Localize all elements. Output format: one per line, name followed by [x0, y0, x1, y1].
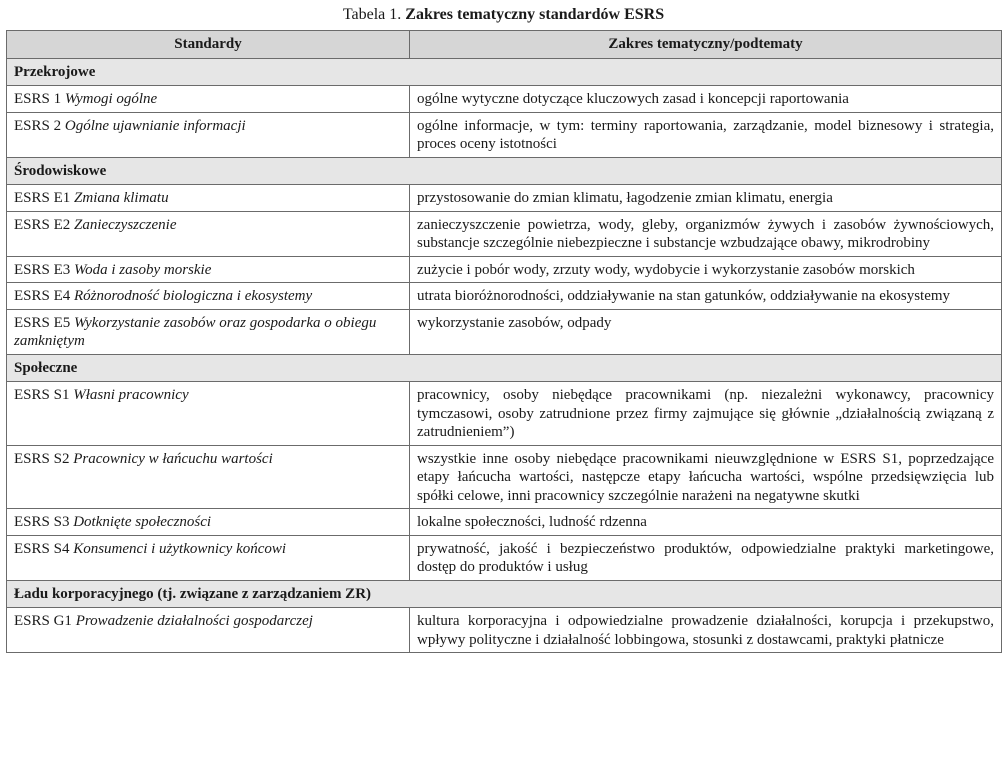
table-row — [7, 535, 1002, 580]
standard-code: ESRS S1 — [14, 387, 74, 403]
standard-code: ESRS 1 — [14, 91, 65, 107]
topics-cell: prywatność, jakość i bezpieczeństwo produktów, odpowiedzialne praktyki marketingowe, dostęp do produktów i usług — [410, 535, 1002, 580]
topics-cell: zanieczyszczenie powietrza, wody, gleby, organizmów żywych i zasobów żywnościowych, substancje szczególnie niebezpieczne i substancje wzbudzające obawy, mikrodrobiny — [410, 211, 1002, 256]
header-topics: Zakres tematyczny/podtematy — [410, 31, 1002, 59]
standard-code: ESRS E1 — [14, 190, 75, 206]
standard-title: Prowadzenie działalności gospodarczej — [75, 613, 313, 629]
table-row — [7, 185, 1002, 212]
standard-cell — [7, 256, 410, 283]
standard-title: Wykorzystanie zasobów oraz gospodarka o obiegu zamkniętym — [14, 314, 377, 349]
standard-title: Zanieczyszczenie — [74, 216, 177, 233]
table-row — [7, 211, 1002, 256]
table-row — [7, 283, 1002, 310]
header-standards: Standardy — [7, 31, 410, 59]
table-row — [7, 608, 1002, 653]
table-row — [7, 86, 1002, 113]
topics-cell: lokalne społeczności, ludność rdzenna — [410, 509, 1002, 536]
table-caption — [0, 0, 1007, 26]
section-title: Ładu korporacyjnego (tj. związane z zarządzaniem ZR) — [7, 580, 1002, 608]
table-row — [7, 256, 1002, 283]
standard-cell — [7, 211, 410, 256]
standard-title: Wymogi ogólne — [64, 91, 158, 107]
header-row — [7, 31, 1002, 59]
table-row — [7, 382, 1002, 446]
section-row — [7, 580, 1002, 608]
standard-title: Różnorodność biologiczna i ekosystemy — [74, 288, 313, 304]
standard-code: ESRS E3 — [14, 261, 75, 278]
standard-code: ESRS S3 — [14, 514, 74, 530]
standard-code: ESRS S4 — [14, 540, 74, 557]
standard-title: Konsumenci i użytkownicy końcowi — [73, 540, 287, 557]
section-title: Przekrojowe — [7, 58, 1002, 86]
standard-code: ESRS G1 — [14, 613, 76, 629]
standard-code: ESRS 2 — [14, 117, 65, 134]
table-row — [7, 112, 1002, 157]
standard-title: Własni pracownicy — [73, 387, 189, 403]
standard-cell — [7, 509, 410, 536]
standard-title: Ogólne ujawnianie informacji — [64, 117, 246, 134]
topics-cell: ogólne informacje, w tym: terminy raportowania, zarządzanie, model biznesowy i strategia, proces oceny istotności — [410, 112, 1002, 157]
section-row — [7, 354, 1002, 382]
standard-cell — [7, 185, 410, 212]
standard-code: ESRS E4 — [14, 288, 75, 304]
topics-cell: zużycie i pobór wody, zrzuty wody, wydobycie i wykorzystanie zasobów morskich — [410, 256, 1002, 283]
standard-cell — [7, 445, 410, 509]
topics-cell: ogólne wytyczne dotyczące kluczowych zasad i koncepcji raportowania — [410, 86, 1002, 113]
table-row — [7, 509, 1002, 536]
standard-code: ESRS E5 — [14, 314, 75, 331]
section-row — [7, 157, 1002, 185]
topics-cell: kultura korporacyjna i odpowiedzialne prowadzenie działalności, korupcja i przekupstwo, wpływy polityczne i działalność lobbingowa, stosunki z dostawcami, praktyki płatnicze — [410, 608, 1002, 653]
standard-cell — [7, 283, 410, 310]
standard-title: Dotknięte społeczności — [73, 514, 212, 530]
table-row — [7, 309, 1002, 354]
esrs-table — [6, 30, 1002, 653]
standard-cell — [7, 535, 410, 580]
topics-cell: pracownicy, osoby niebędące pracownikami (np. niezależni wykonawcy, pracownicy tymczasowi, osoby zatrudnione przez firmy zajmujące się głównie „działalnością związaną z zatrudnieniem”) — [410, 382, 1002, 446]
standard-cell — [7, 112, 410, 157]
table-body — [7, 58, 1002, 653]
topics-cell: utrata bioróżnorodności, oddziaływanie na stan gatunków, oddziaływanie na ekosystemy — [410, 283, 1002, 310]
standard-cell — [7, 382, 410, 446]
topics-cell: przystosowanie do zmian klimatu, łagodzenie zmian klimatu, energia — [410, 185, 1002, 212]
standard-title: Zmiana klimatu — [74, 190, 169, 206]
section-row — [7, 58, 1002, 86]
standard-cell — [7, 309, 410, 354]
standard-code: ESRS S2 — [14, 450, 74, 467]
caption-prefix: Tabela 1. — [342, 6, 406, 23]
standard-cell — [7, 608, 410, 653]
topics-cell: wszystkie inne osoby niebędące pracownikami nieuwzględnione w ESRS S1, poprzedzające etapy łańcucha wartości, następcze etapy łańcucha wartości, wspólne przedsięwzięcia lub spółki celowe, inni pracownicy szczególnie narażeni na negatywne skutki — [410, 445, 1002, 509]
standard-title: Woda i zasoby morskie — [74, 261, 212, 278]
caption-title: Zakres tematyczny standardów ESRS — [405, 6, 665, 23]
topics-cell: wykorzystanie zasobów, odpady — [410, 309, 1002, 354]
standard-title: Pracownicy w łańcuchu wartości — [73, 450, 273, 467]
standard-cell — [7, 86, 410, 113]
section-title: Społeczne — [7, 354, 1002, 382]
standard-code: ESRS E2 — [14, 216, 75, 233]
section-title: Środowiskowe — [7, 157, 1002, 185]
table-row — [7, 445, 1002, 509]
